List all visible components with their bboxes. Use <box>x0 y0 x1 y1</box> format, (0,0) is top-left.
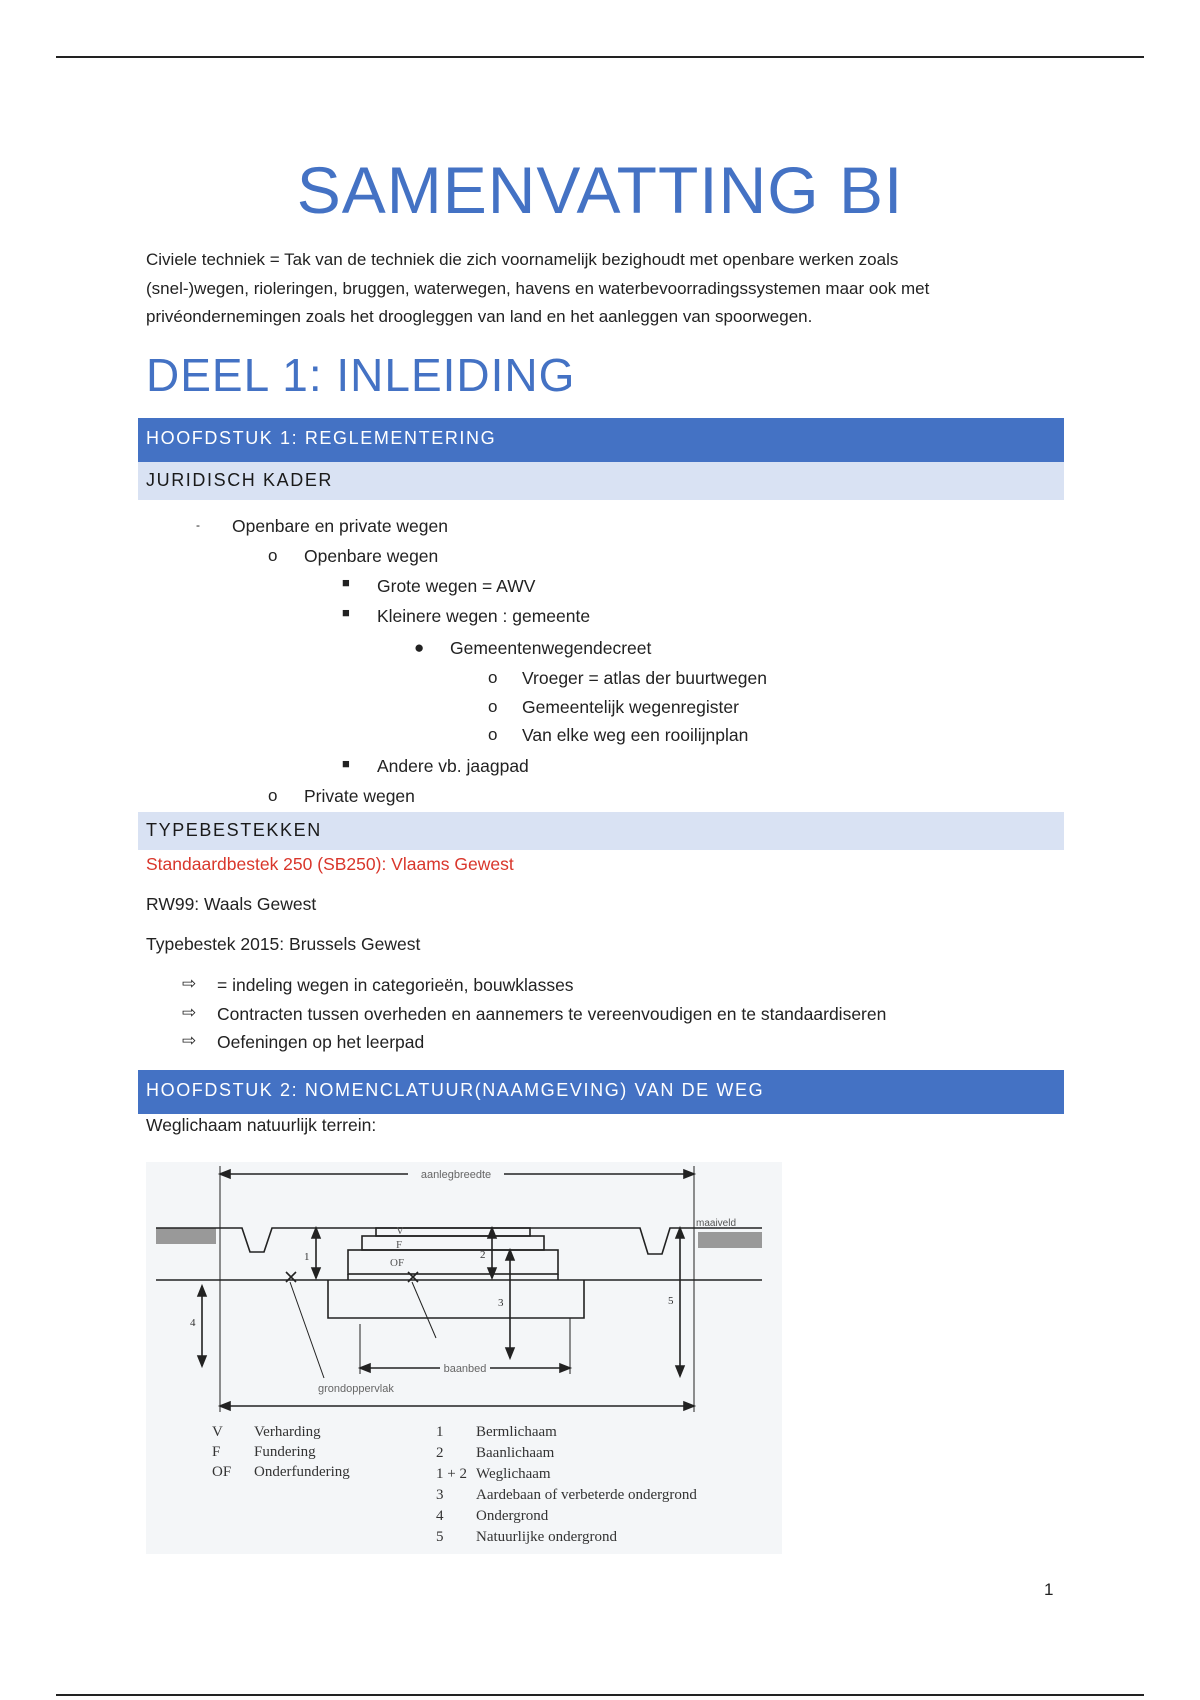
bullet-dash-icon: - <box>196 518 200 532</box>
chapter-1-heading: HOOFDSTUK 1: REGLEMENTERING <box>138 418 1064 462</box>
sb250-line: Standaardbestek 250 (SB250): Vlaams Gewest <box>146 854 514 874</box>
dimension-1-label: 1 <box>304 1251 310 1263</box>
arrow-list-item: Oefeningen op het leerpad <box>217 1032 425 1052</box>
list-item: Gemeentenwegendecreet <box>450 638 652 658</box>
legend-code: 1 + 2 <box>436 1466 467 1482</box>
list-item: Grote wegen = AWV <box>377 576 536 596</box>
list-item: Kleinere wegen : gemeente <box>377 606 591 626</box>
grondoppervlak-leader <box>412 1282 436 1338</box>
document-title: SAMENVATTING BI <box>296 153 904 227</box>
bullet-circle-icon: o <box>488 725 498 744</box>
bullet-square-icon: ■ <box>342 605 350 620</box>
arrowhead <box>506 1348 514 1358</box>
arrowhead <box>312 1228 320 1238</box>
section-juridisch-kader: JURIDISCH KADER <box>138 462 1064 500</box>
onderfundering-layer <box>348 1250 558 1274</box>
arrowhead <box>220 1170 230 1178</box>
arrowhead <box>676 1228 684 1238</box>
bullet-circle-icon: o <box>488 668 498 687</box>
arrowhead <box>360 1364 370 1372</box>
legend-code: 5 <box>436 1529 444 1545</box>
arrow-right-icon: ⇨ <box>182 974 197 993</box>
bullet-square-icon: ■ <box>342 575 350 590</box>
f-layer-label: F <box>396 1239 403 1251</box>
legend-label: Weglichaam <box>476 1466 551 1482</box>
cross-section-drawing <box>146 1162 782 1412</box>
legend-code: OF <box>212 1464 232 1480</box>
arrowhead <box>684 1402 694 1410</box>
bullet-dot-icon: ● <box>414 638 425 657</box>
arrowhead <box>506 1250 514 1260</box>
legend-code: 4 <box>436 1508 444 1524</box>
bullet-square-icon: ■ <box>342 756 350 771</box>
legend-code: 3 <box>436 1487 444 1503</box>
arrowhead <box>560 1364 570 1372</box>
dimension-2-label: 2 <box>480 1249 486 1261</box>
legend-code: 1 <box>436 1424 444 1440</box>
dimension-5-label: 5 <box>668 1295 674 1307</box>
legend-label: Ondergrond <box>476 1508 549 1524</box>
maaiveld-hatch-left <box>156 1228 216 1244</box>
arrowhead <box>684 1170 694 1178</box>
dimension-3-label: 3 <box>498 1297 504 1309</box>
intro-line: privéondernemingen zoals het droogleggen van land en het aanleggen van spoorwegen. <box>146 307 813 326</box>
list-item: Private wegen <box>304 786 415 806</box>
legend-code: V <box>212 1424 223 1440</box>
legend-label: Bermlichaam <box>476 1424 557 1440</box>
bullet-circle-icon: o <box>268 786 278 805</box>
maaiveld-label: maaiveld <box>696 1218 737 1229</box>
intro-paragraph <box>146 246 1066 332</box>
arrowhead <box>312 1268 320 1278</box>
legend-label: Onderfundering <box>254 1464 350 1480</box>
arrowhead <box>198 1286 206 1296</box>
section-typebestekken: TYPEBESTEKKEN <box>138 812 1064 850</box>
list-item: Vroeger = atlas der buurtwegen <box>522 668 767 688</box>
list-item: Openbare wegen <box>304 546 439 566</box>
baanbed-label: baanbed <box>443 1363 487 1375</box>
list-item: Van elke weg een rooilijnplan <box>522 725 749 745</box>
bullet-circle-icon: o <box>488 697 498 716</box>
arrowhead <box>488 1228 496 1238</box>
footer-rule <box>56 1694 1144 1696</box>
tb2015-line: Typebestek 2015: Brussels Gewest <box>146 934 421 954</box>
list-item: Andere vb. jaagpad <box>377 756 529 776</box>
fundering-layer <box>362 1236 544 1250</box>
legend-label: Aardebaan of verbeterde ondergrond <box>476 1487 697 1503</box>
list-item: Gemeentelijk wegenregister <box>522 697 739 717</box>
aardebaan-box <box>328 1280 584 1318</box>
grondoppervlak-leader <box>290 1282 324 1378</box>
arrow-list-item: Contracten tussen overheden en aannemers te vereenvoudigen en te standaardiseren <box>217 1004 887 1024</box>
arrowhead <box>488 1268 496 1278</box>
legend-code: 2 <box>436 1445 444 1461</box>
legend-code: F <box>212 1444 221 1460</box>
grondoppervlak-label: grondoppervlak <box>318 1383 394 1395</box>
page-number: 1 <box>1044 1580 1054 1599</box>
part-heading: DEEL 1: INLEIDING <box>146 349 576 401</box>
of-layer-label: OF <box>390 1257 405 1269</box>
maaiveld-hatch-right <box>698 1232 762 1248</box>
legend-label: Fundering <box>254 1444 316 1460</box>
road-cross-section-figure <box>146 1162 782 1554</box>
aanlegbreedte-label: aanlegbreedte <box>420 1169 492 1181</box>
arrowhead <box>198 1356 206 1366</box>
arrowhead <box>676 1366 684 1376</box>
legend-label: Natuurlijke ondergrond <box>476 1529 617 1545</box>
list-item: Openbare en private wegen <box>232 516 448 536</box>
chapter-2-heading: HOOFDSTUK 2: NOMENCLATUUR(NAAMGEVING) VAN DE WEG <box>138 1070 1064 1114</box>
arrowhead <box>220 1402 230 1410</box>
dimension-4-label: 4 <box>190 1317 196 1329</box>
weglichaam-intro: Weglichaam natuurlijk terrein: <box>146 1115 377 1135</box>
header-rule <box>56 56 1144 58</box>
legend-label: Baanlichaam <box>476 1445 555 1461</box>
bullet-circle-icon: o <box>268 546 278 565</box>
arrow-list-item: = indeling wegen in categorieën, bouwklasses <box>217 975 574 995</box>
arrow-right-icon: ⇨ <box>182 1031 197 1050</box>
intro-line: (snel-)wegen, rioleringen, bruggen, waterwegen, havens en waterbevoorradingssystemen maar ook met <box>146 278 930 298</box>
intro-line: Civiele techniek = Tak van de techniek die zich voornamelijk bezighoudt met openbare werken zoals <box>146 250 899 269</box>
rw99-line: RW99: Waals Gewest <box>146 894 317 914</box>
legend-label: Verharding <box>254 1424 321 1440</box>
arrow-right-icon: ⇨ <box>182 1003 197 1022</box>
v-layer-label: V <box>396 1225 404 1237</box>
